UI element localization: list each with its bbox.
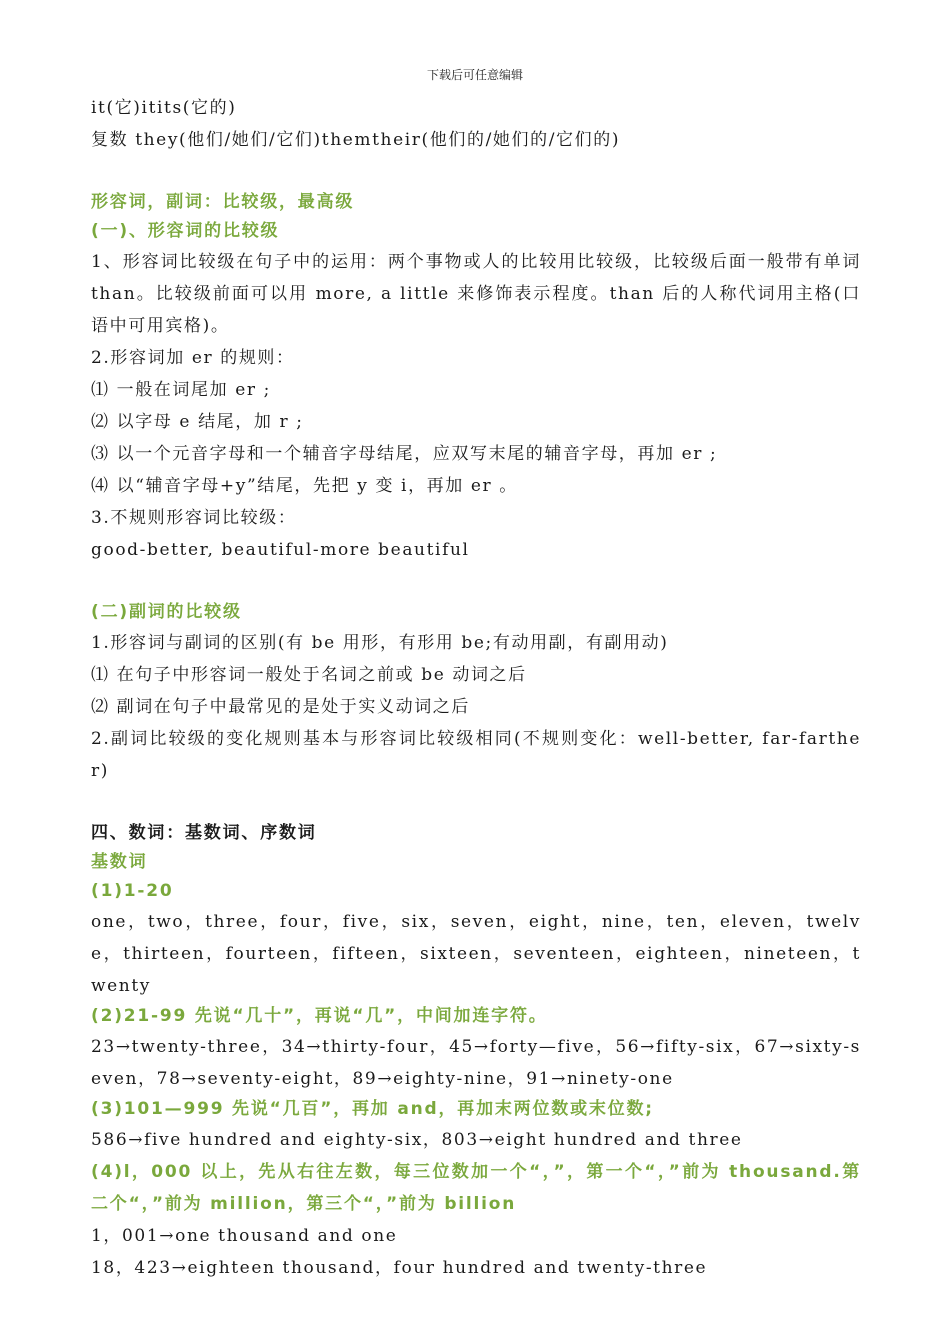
section-title-comparison: 形容词，副词：比较级，最高级 xyxy=(91,192,355,212)
subsection-title-adverb: (二)副词的比较级 xyxy=(91,602,242,622)
pronoun-line-plural: 复数 they(他们/她们/它们)themtheir(他们的/她们的/它们的) xyxy=(91,130,621,150)
paragraph-adjective-usage: 1、形容词比较级在句子中的运用：两个事物或人的比较用比较级，比较级后面一般带有单词 than。比较级前面可以用 more, a little 来修饰表示程度。than 后的人称代词用主格(口语中可用宾格)。 xyxy=(91,252,861,336)
adverb-point: ⑴ 在句子中形容词一般处于名词之前或 be 动词之后 xyxy=(91,665,527,685)
rule-item: ⑴ 一般在词尾加 er ; xyxy=(91,380,271,400)
rule-item: ⑵ 以字母 e 结尾，加 r ; xyxy=(91,412,304,432)
numbers-101-999-text: 586→five hundred and eighty-six，803→eight hundred and three xyxy=(91,1130,743,1150)
adverb-point: ⑵ 副词在句子中最常见的是处于实义动词之后 xyxy=(91,697,471,717)
paragraph-adverb-rules: 2.副词比较级的变化规则基本与形容词比较级相同(不规则变化：well-better, far-farther) xyxy=(91,729,861,781)
numbers-21-99-text: 23→twenty-three，34→thirty-four，45→forty—five，56→fifty-six，67→sixty-seven，78→seventy-eight，89→eighty-nine，91→ninety-one xyxy=(91,1037,861,1089)
subsection-title-adjective: (一)、形容词的比较级 xyxy=(91,221,280,241)
spacer xyxy=(91,787,861,819)
numbers-1-20-title: (1)1-20 xyxy=(91,881,174,901)
rule-item: ⑶ 以一个元音字母和一个辅音字母结尾，应双写末尾的辅音字母，再加 er ; xyxy=(91,444,718,464)
numbers-21-99-title: (2)21-99 先说“几十”，再说“几”，中间加连字符。 xyxy=(91,1006,548,1026)
rule-title-er: 2.形容词加 er 的规则： xyxy=(91,348,295,368)
numbers-thousand-title: (4)l，000 以上，先从右往左数，每三位数加一个“，”，第一个“，”前为 thousand.第二个“，”前为 million，第三个“，”前为 billion xyxy=(91,1162,861,1214)
page-header-note: 下载后可任意编辑 xyxy=(426,68,523,82)
spacer xyxy=(91,566,861,598)
irregular-title: 3.不规则形容词比较级： xyxy=(91,508,297,528)
numbers-101-999-title: (3)101—999 先说“几百”，再加 and，再加末两位数或末位数; xyxy=(91,1099,654,1119)
cardinal-heading: 基数词 xyxy=(91,852,148,872)
adverb-difference: 1.形容词与副词的区别(有 be 用形，有形用 be;有动用副，有副用动) xyxy=(91,633,669,653)
irregular-examples: good-better, beautiful-more beautiful xyxy=(91,540,470,560)
section-title-numerals: 四、数词：基数词、序数词 xyxy=(91,823,317,843)
spacer xyxy=(91,156,861,188)
numbers-thousand-example: 1，001→one thousand and one xyxy=(91,1226,398,1246)
rule-item: ⑷ 以“辅音字母+y”结尾，先把 y 变 i，再加 er 。 xyxy=(91,476,518,496)
document-body xyxy=(91,92,861,1284)
numbers-thousand-example: 18，423→eighteen thousand，four hundred and twenty-three xyxy=(91,1258,708,1278)
numbers-1-20-text: one，two，three，four，five，six，seven，eight，nine，ten，eleven，twelve，thirteen，fourteen，fifteen，sixteen，seventeen，eighteen，nineteen，twenty xyxy=(91,912,861,996)
pronoun-line-it: it(它)itits(它的) xyxy=(91,98,237,118)
